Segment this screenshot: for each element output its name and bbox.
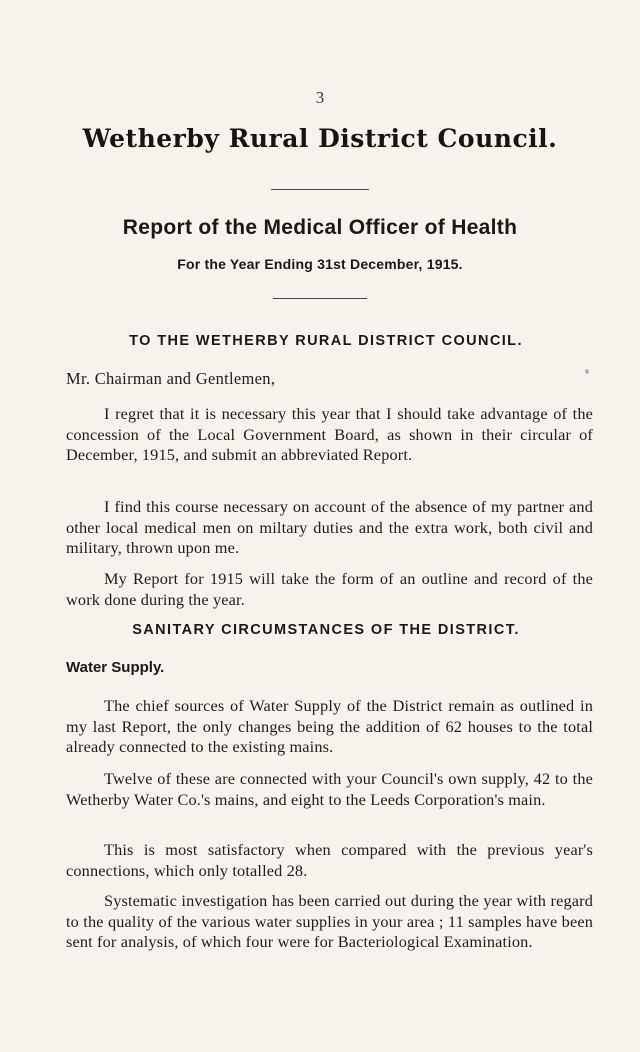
- paragraph: I regret that it is necessary this year that I should take advantage of the concession of the Local Government Board, as shown in their circular of December, 1915, and submit an abbreviated Report.: [66, 404, 593, 464]
- divider-rule: [271, 189, 369, 190]
- section-heading: SANITARY CIRCUMSTANCES OF THE DISTRICT.: [132, 622, 520, 638]
- ink-speck: [585, 369, 589, 374]
- divider-rule: [273, 298, 367, 299]
- paragraph: My Report for 1915 will take the form of an outline and record of the work done during the year.: [66, 569, 593, 609]
- report-title: Report of the Medical Officer of Health: [122, 216, 518, 239]
- paragraph: I find this course necessary on account of the absence of my partner and other local medical men on miltary duties and the extra work, both civil and military, thrown upon me.: [66, 497, 593, 557]
- paragraph: This is most satisfactory when compared with the previous year's connections, which only totalled 28.: [66, 840, 593, 880]
- paragraph: Twelve of these are connected with your Council's own supply, 42 to the Wetherby Water Co.'s mains, and eight to the Leeds Corporation's main.: [66, 769, 593, 809]
- council-title: Wetherby Rural District Council.: [82, 124, 558, 153]
- paragraph: Systematic investigation has been carried out during the year with regard to the quality of the various water supplies in your area ; 11 samples have been sent for analysis, of which four were for Bacteriological Examination.: [66, 891, 593, 951]
- report-subtitle: For the Year Ending 31st December, 1915.: [177, 256, 463, 272]
- address-heading: TO THE WETHERBY RURAL DISTRICT COUNCIL.: [129, 333, 523, 349]
- page-number: 3: [315, 88, 325, 107]
- subsection-heading: Water Supply.: [66, 659, 165, 676]
- paragraph: The chief sources of Water Supply of the District remain as outlined in my last Report, the only changes being the addition of 62 houses to the total already connected to the existing mains.: [66, 696, 593, 756]
- salutation: Mr. Chairman and Gentlemen,: [66, 369, 276, 388]
